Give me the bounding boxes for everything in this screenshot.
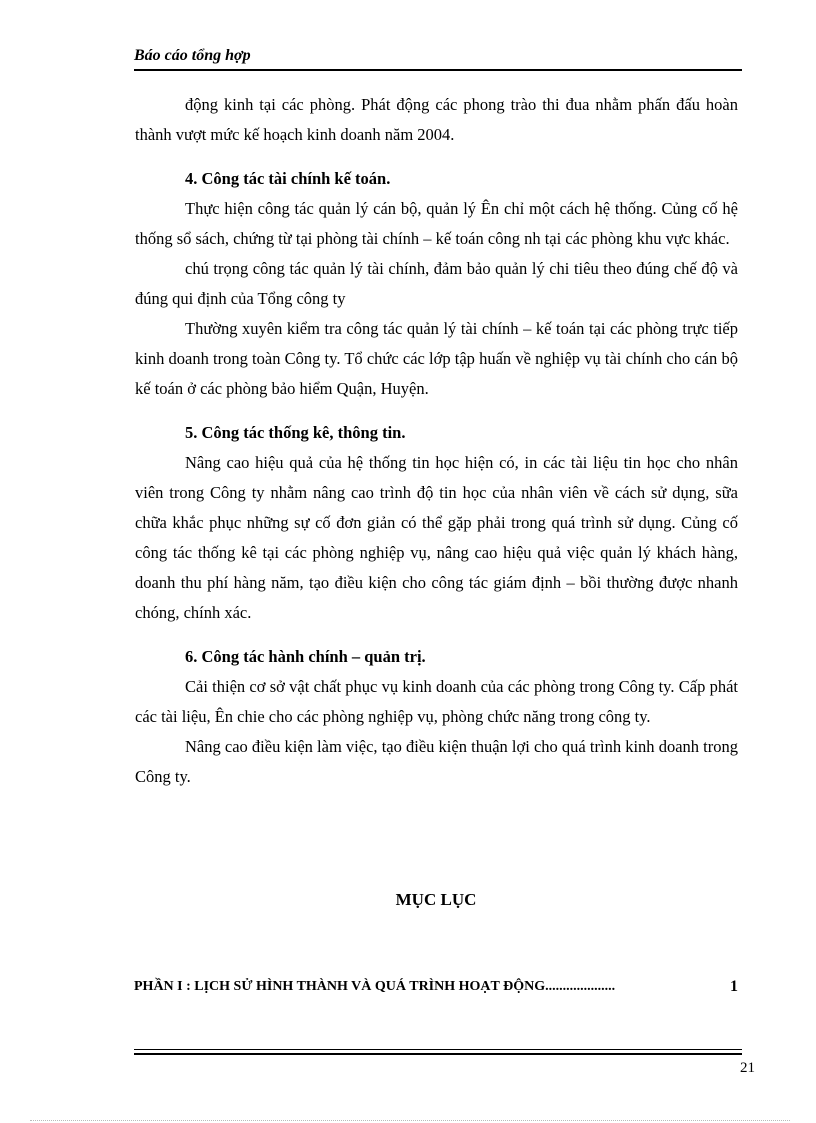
paragraph: chú trọng công tác quản lý tài chính, đảm bảo quản lý chi tiêu theo đúng chế độ và đúng qui định của Tổng công ty (135, 259, 738, 308)
paragraph: Thực hiện công tác quản lý cán bộ, quản lý Ên chỉ một cách hệ thống. Củng cố hệ thống sổ sách, chứng từ tại phòng tài chính – kế toán công nh tại các phòng khu vực khác. (135, 199, 738, 248)
header-rule (134, 69, 742, 71)
paragraph: Nâng cao hiệu quả của hệ thống tin học hiện có, in các tài liệu tin học cho nhân viên trong Công ty nhằm nâng cao trình độ tin học của nhân viên về cách sử dụng, sữa chữa khắc phục những sự cố đơn giản có thể gặp phải trong quá trình sử dụng. Củng cố công tác thống kê tại các phòng nghiệp vụ, nâng cao hiệu quả việc quản lý khách hàng, doanh thu phí hàng năm, tạo điều kiện cho công tác giám định – bồi thường được nhanh chóng, chính xác. (135, 453, 738, 622)
paragraph: Thường xuyên kiểm tra công tác quản lý tài chính – kế toán tại các phòng trực tiếp kinh doanh trong toàn Công ty. Tổ chức các lớp tập huấn về nghiệp vụ tài chính cho cán bộ kế toán ở các phòng bảo hiểm Quận, Huyện. (135, 319, 738, 398)
toc-entry-leader: .................... (545, 979, 616, 994)
header-title: Báo cáo tổng hợp (134, 47, 251, 64)
section-heading-6: 6. Công tác hành chính – quản trị. (185, 647, 426, 666)
section-heading-4: 4. Công tác tài chính kế toán. (185, 169, 391, 188)
toc-entry-text: PHẦN I : LỊCH SỬ HÌNH THÀNH VÀ QUÁ TRÌNH HOẠT ĐỘNG (134, 979, 546, 994)
page-edge-divider (30, 1120, 790, 1121)
toc-entry-page: 1 (730, 978, 738, 995)
section-heading-5: 5. Công tác thống kê, thông tin. (185, 423, 406, 442)
document-body (135, 90, 738, 792)
footer-rule (134, 1049, 742, 1050)
page-number: 21 (740, 1060, 755, 1076)
paragraph: động kinh tại các phòng. Phát động các phong trào thi đua nhằm phấn đấu hoàn thành vượt mức kế hoạch kinh doanh năm 2004. (135, 95, 738, 144)
toc-title: MỤC LỤC (395, 890, 477, 909)
page-header (134, 46, 742, 66)
footer-rule (134, 1053, 742, 1055)
paragraph: Cải thiện cơ sở vật chất phục vụ kinh doanh của các phòng trong Công ty. Cấp phát các tài liệu, Ên chie cho các phòng nghiệp vụ, phòng chức năng trong công ty. (135, 677, 738, 726)
paragraph: Nâng cao điều kiện làm việc, tạo điều kiện thuận lợi cho quá trình kinh doanh trong Công ty. (135, 737, 738, 786)
toc-entry[interactable] (134, 975, 738, 999)
